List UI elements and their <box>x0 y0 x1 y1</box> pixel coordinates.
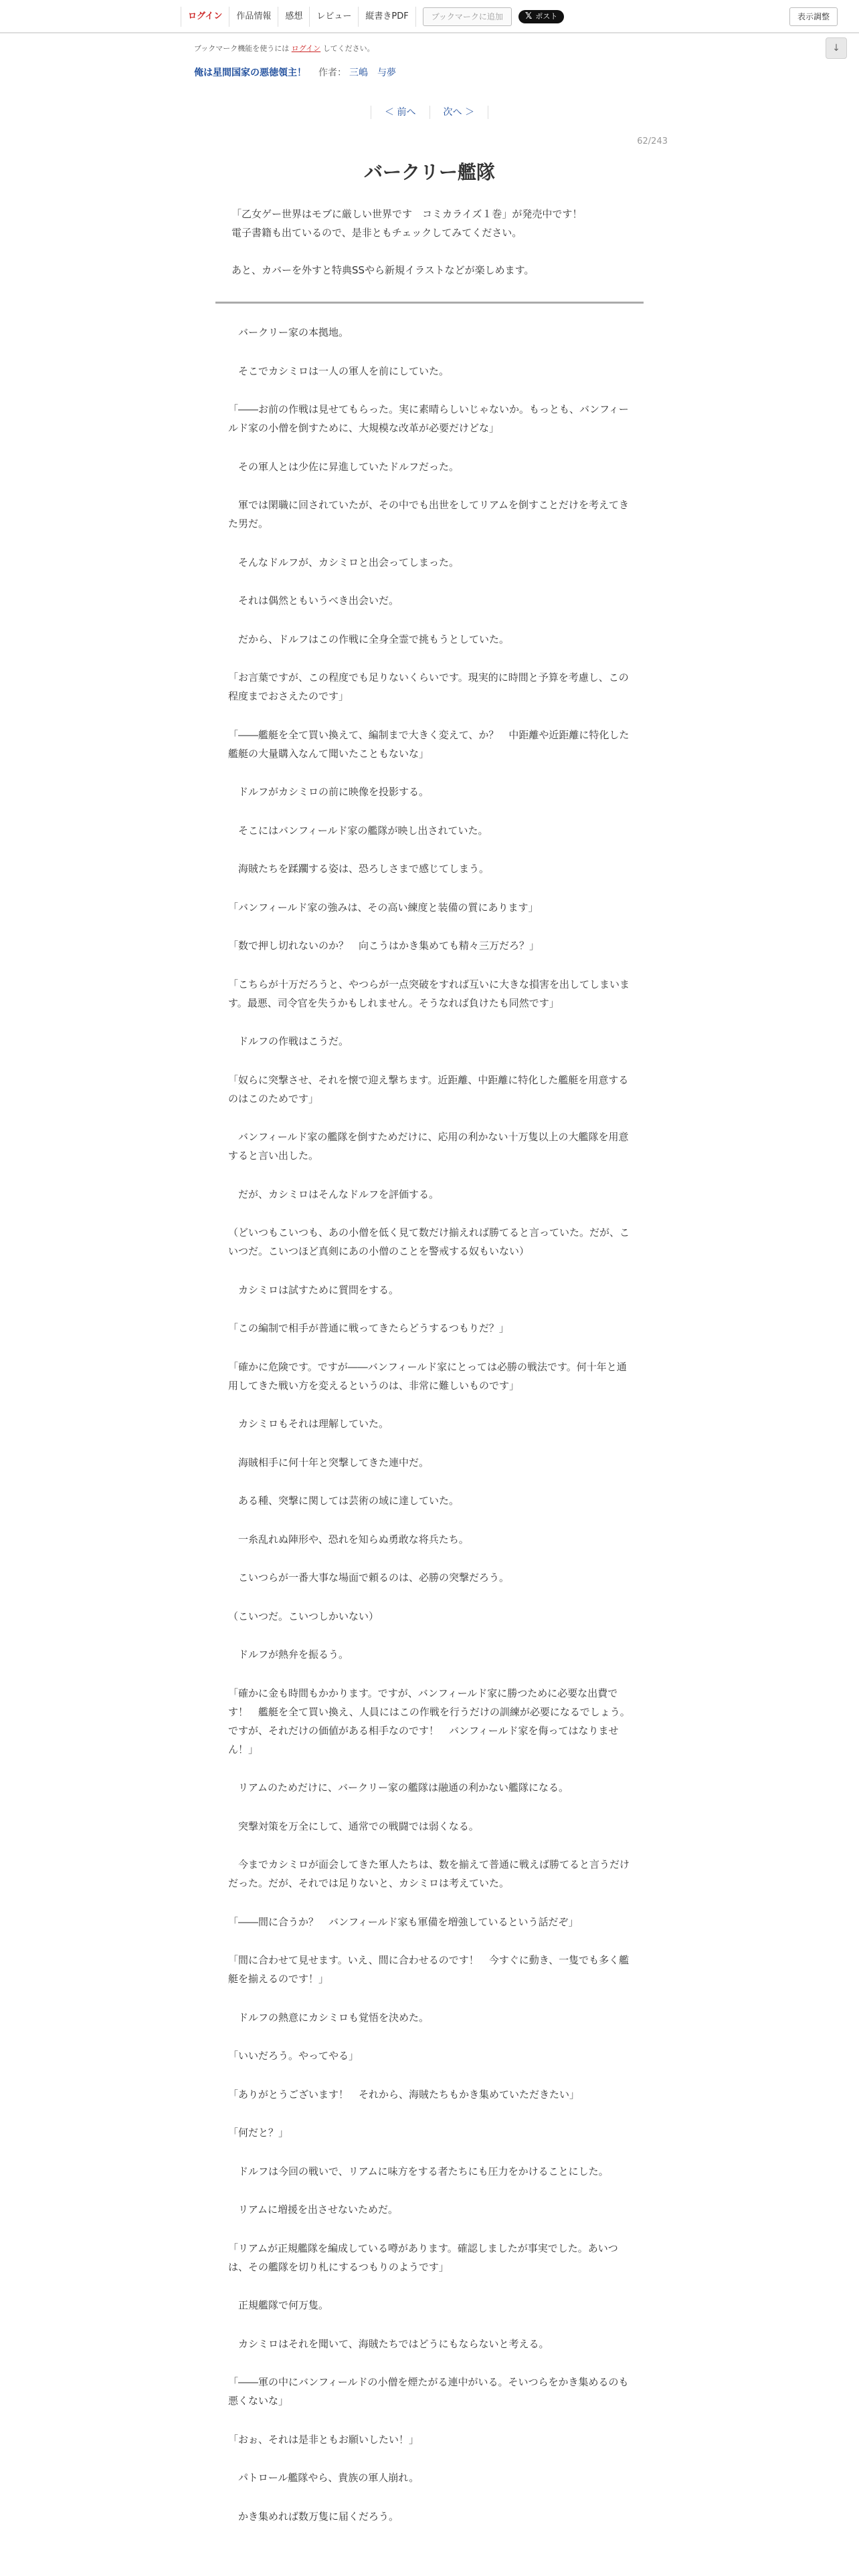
series-info <box>194 66 396 79</box>
body-paragraph: 「おぉ、それは是非ともお願いしたい！」 <box>228 2433 419 2446</box>
body-paragraph: ドルフがカシミロの前に映像を投影する。 <box>238 786 430 798</box>
x-logo-icon: 𝕏 <box>524 11 533 21</box>
scroll-down-button[interactable] <box>826 37 847 59</box>
body-paragraph: そこでカシミロは一人の軍人を前にしていた。 <box>238 364 450 377</box>
vertical-pdf-link[interactable]: 縦書きPDF <box>359 7 415 27</box>
body-paragraph: バンフィールド家の艦隊を倒すためだけに、応用の利かない十万隻以上の大艦隊を用意すると言い出した。 <box>228 1131 629 1162</box>
body-paragraph: だから、ドルフはこの作戦に全身全霊で挑もうとしていた。 <box>238 633 510 645</box>
body-paragraph: 「確かに危険です。ですが――バンフィールド家にとっては必勝の戦法です。何十年と通用してきた戦い方を変えるというのは、非常に難しいものです」 <box>228 1360 627 1392</box>
login-link[interactable]: ログイン <box>181 7 229 27</box>
preface-divider <box>215 302 644 304</box>
body-paragraph: カシミロもそれは理解していた。 <box>238 1418 389 1430</box>
body-paragraph: ドルフが熱弁を振るう。 <box>238 1648 349 1660</box>
chapter-preface <box>231 205 633 280</box>
body-paragraph: ドルフは今回の戦いで、リアムに味方をする者たちにも圧力をかけることにした。 <box>238 2165 609 2177</box>
body-paragraph: こいつらが一番大事な場面で頼るのは、必勝の突撃だろう。 <box>238 1572 510 1584</box>
body-paragraph: ある種、突撃に関しては芸術の域に達していた。 <box>238 1495 460 1507</box>
body-paragraph: だが、カシミロはそんなドルフを評価する。 <box>238 1188 440 1200</box>
chapter-pager <box>0 106 859 119</box>
next-chapter-link[interactable]: 次へ ＞ <box>430 106 488 119</box>
body-paragraph: バークリー家の本拠地。 <box>238 326 349 338</box>
body-paragraph: 軍では閑職に回されていたが、その中でも出世をしてリアムを倒すことだけを考えてきた男だ。 <box>228 499 629 530</box>
body-paragraph: （こいつだ。こいつしかいない） <box>228 1610 379 1622</box>
prev-chapter-link[interactable]: ＜ 前へ <box>371 106 430 119</box>
work-info-link[interactable]: 作品情報 <box>229 7 278 27</box>
display-settings-button[interactable]: 表示調整 <box>789 7 838 26</box>
reviews-link[interactable]: レビュー <box>310 7 359 27</box>
author-label: 作者： <box>318 68 347 78</box>
body-paragraph: 海賊相手に何十年と突撃してきた連中だ。 <box>238 1456 430 1469</box>
body-paragraph: 「――艦艇を全て買い換えて、編制まで大きく変えて、か？ 中距離や近距離に特化した艦艇の大量購入なんて聞いたこともないな」 <box>228 728 630 760</box>
chapter-body <box>228 323 631 2545</box>
x-post-button[interactable] <box>518 10 564 23</box>
page-number: 62/243 <box>637 136 668 146</box>
body-paragraph: （どいつもこいつも、あの小僧を低く見て数だけ揃えれば勝てると言っていた。だが、こいつだ。こいつほど真剣にあの小僧のことを警戒する奴もいない） <box>228 1226 630 1257</box>
body-paragraph: 正規艦隊で何万隻。 <box>238 2299 329 2311</box>
body-paragraph: カシミロはそれを聞いて、海賊たちではどうにもならないと考える。 <box>238 2337 549 2350</box>
chapter-title: バークリー艦隊 <box>363 161 495 183</box>
body-paragraph: それは偶然ともいうべき出会いだ。 <box>238 595 399 607</box>
body-paragraph: カシミロは試すために質問をする。 <box>238 1283 399 1296</box>
body-paragraph: パトロール艦隊やら、貴族の軍人崩れ。 <box>238 2472 419 2484</box>
impressions-link[interactable]: 感想 <box>278 7 310 27</box>
notice-login-link[interactable]: ログイン <box>291 44 321 53</box>
body-paragraph: リアムのためだけに、バークリー家の艦隊は融通の利かない艦隊になる。 <box>238 1782 569 1794</box>
body-paragraph: 「――間に合うか？ バンフィールド家も軍備を増強しているという話だぞ」 <box>228 1915 579 1928</box>
body-paragraph: 今までカシミロが面会してきた軍人たちは、数を揃えて普通に戦えば勝てると言うだけだった。だが、それでは足りないと、カシミロは考えていた。 <box>228 1858 630 1889</box>
arrow-down-icon: ↓ <box>832 43 840 53</box>
body-paragraph: ドルフの熱意にカシミロも覚悟を決めた。 <box>238 2011 430 2024</box>
bookmark-notice <box>194 43 375 53</box>
series-title-link[interactable]: 俺は星間国家の悪徳領主！ <box>194 68 306 78</box>
body-paragraph: 海賊たちを蹂躙する姿は、恐ろしさまで感じてしまう。 <box>238 863 490 875</box>
body-paragraph: その軍人とは少佐に昇進していたドルフだった。 <box>238 460 460 473</box>
body-paragraph: 「確かに金も時間もかかります。ですが、バンフィールド家に勝つために必要な出費です！ 艦艇を全て買い換え、人員にはこの作戦を行うだけの訓練が必要になるでしょう。ですが、それだけの価値がある相手なのです！ バンフィールド家を侮ってはなりません！」 <box>228 1687 630 1755</box>
preface-line: 「乙女ゲー世界はモブに厳しい世界です コミカライズ１巻」が発売中です！ <box>231 208 583 220</box>
body-paragraph: ドルフの作戦はこうだ。 <box>238 1035 349 1047</box>
body-paragraph: 「――軍の中にバンフィールドの小僧を煙たがる連中がいる。そいつらをかき集めるのも悪くないな」 <box>228 2376 629 2407</box>
body-paragraph: 「何だと？」 <box>228 2127 289 2139</box>
body-paragraph: 「間に合わせて見せます。いえ、間に合わせるのです！ 今すぐに動き、一隻でも多く艦艇を揃えるのです！」 <box>228 1954 630 1985</box>
body-paragraph: そんなドルフが、カシミロと出会ってしまった。 <box>238 556 460 568</box>
body-paragraph: 「数で押し切れないのか？ 向こうはかき集めても精々三万だろ？」 <box>228 940 540 952</box>
body-paragraph: リアムに増援を出させないためだ。 <box>238 2204 398 2216</box>
preface-line: あと、カバーを外すと特典SSやら新規イラストなどが楽しめます。 <box>231 264 535 276</box>
body-paragraph: 「リアムが正規艦隊を編成している噂があります。確認しましたが事実でした。あいつは、その艦隊を切り札にするつもりのようです」 <box>228 2242 618 2273</box>
notice-text-after: してください。 <box>322 44 375 53</box>
body-paragraph: 「この編制で相手が普通に戦ってきたらどうするつもりだ？」 <box>228 1322 509 1334</box>
body-paragraph: 突撃対策を万全にして、通常での戦闘では弱くなる。 <box>238 1820 479 1832</box>
add-bookmark-button[interactable]: ブックマークに追加 <box>423 7 512 26</box>
body-paragraph: 「――お前の作戦は見せてもらった。実に素晴らしいじゃないか。もっとも、バンフィールド家の小僧を倒すために、大規模な改革が必要だけどな」 <box>228 403 629 434</box>
body-paragraph: 「奴らに突撃させ、それを懐で迎え撃ちます。近距離、中距離に特化した艦艇を用意するのはこのためです」 <box>228 1073 629 1105</box>
body-paragraph: 一糸乱れぬ陣形や、恐れを知らぬ勇敢な将兵たち。 <box>238 1533 469 1545</box>
notice-text-before: ブックマーク機能を使うには <box>194 44 290 53</box>
body-paragraph: 「ありがとうございます！ それから、海賊たちもかき集めていただきたい」 <box>228 2088 580 2101</box>
top-nav-links <box>181 7 564 27</box>
body-paragraph: そこにはバンフィールド家の艦隊が映し出されていた。 <box>238 824 488 837</box>
body-paragraph: 「バンフィールド家の強みは、その高い練度と装備の質にあります」 <box>228 901 539 914</box>
top-nav-bar <box>0 0 859 33</box>
author-name-link[interactable]: 三嶋 与夢 <box>349 68 396 78</box>
body-paragraph: 「こちらが十万だろうと、やつらが一点突破をすれば互いに大きな損害を出してしまいます。最悪、司令官を失うかもしれません。そうなれば負けたも同然です」 <box>228 978 630 1009</box>
body-paragraph: かき集めれば数万隻に届くだろう。 <box>238 2510 399 2523</box>
preface-gap <box>231 242 633 261</box>
body-paragraph: 「いいだろう。やってやる」 <box>228 2050 359 2062</box>
x-post-label: ポスト <box>535 12 558 21</box>
body-paragraph: 「お言葉ですが、この程度でも足りないくらいです。現実的に時間と予算を考慮し、この程度までおさえたのです」 <box>228 671 629 702</box>
preface-line: 電子書籍も出ているので、是非ともチェックしてみてください。 <box>231 227 522 239</box>
